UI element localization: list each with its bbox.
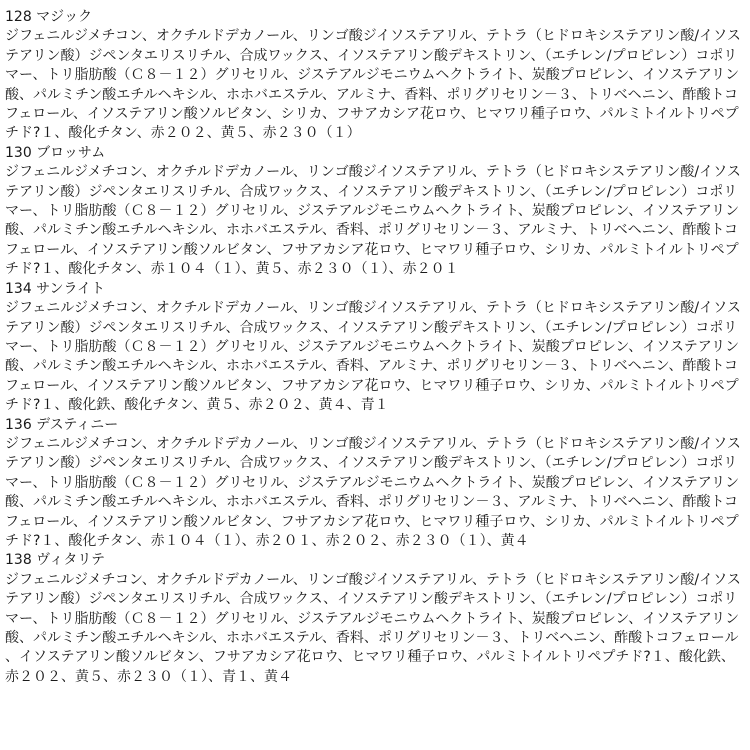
ingredient-list: ジフェニルジメチコン、オクチルドデカノール、リンゴ酸ジイソステアリル、テトラ（ヒドロキシステアリン酸/イソステアリン酸）ジペンタエリスリチル、合成ワックス、イソステアリン酸デキストリン、（エチレン/プロピレン）コポリマー、トリ脂肪酸（Ｃ８－１２）グリセリル、ジステアルジモニウムヘクトライト、炭酸プロピレン、イソステアリン酸、パルミチン酸エチルヘキシル、ホホバエステル、アルミナ、香料、ポリグリセリン－３、トリベヘニン、酢酸トコフェロール、イソステアリン酸ソルビタン、シリカ、フサアカシア花ロウ、ヒマワリ種子ロウ、パルミトイルトリペプチド?１、酸化チタン、赤２０２、黄５、赤２３０（１）: [5, 28, 741, 142]
ingredient-list: ジフェニルジメチコン、オクチルドデカノール、リンゴ酸ジイソステアリル、テトラ（ヒドロキシステアリン酸/イソステアリン酸）ジペンタエリスリチル、合成ワックス、イソステアリン酸デキストリン、（エチレン/プロピレン）コポリマー、トリ脂肪酸（Ｃ８－１２）グリセリル、ジステアルジモニウムヘクトライト、炭酸プロピレン、イソステアリン酸、パルミチン酸エチルヘキシル、ホホバエステル、香料、ポリグリセリン－３、トリベヘニン、酢酸トコフェロール、イソステアリン酸ソルビタン、フサアカシア花ロウ、ヒマワリ種子ロウ、パルミトイルトリペプチド?１、酸化鉄、赤２０２、黄５、赤２３０（１）、青１、黄４: [5, 571, 741, 685]
product-title: 130 ブロッサム: [5, 144, 106, 161]
product-entry-136: [5, 416, 747, 552]
ingredient-list: ジフェニルジメチコン、オクチルドデカノール、リンゴ酸ジイソステアリル、テトラ（ヒドロキシステアリン酸/イソステアリン酸）ジペンタエリスリチル、合成ワックス、イソステアリン酸デキストリン、（エチレン/プロピレン）コポリマー、トリ脂肪酸（Ｃ８－１２）グリセリル、ジステアルジモニウムヘクトライト、炭酸プロピレン、イソステアリン酸、パルミチン酸エチルヘキシル、ホホバエステル、香料、アルミナ、ポリグリセリン－３、トリベヘニン、酢酸トコフェロール、イソステアリン酸ソルビタン、フサアカシア花ロウ、ヒマワリ種子ロウ、シリカ、パルミトイルトリペプチド?１、酸化鉄、酸化チタン、黄５、赤２０２、黄４、青１: [5, 300, 741, 414]
product-entry-130: [5, 144, 747, 280]
product-title: 138 ヴィタリテ: [5, 552, 106, 569]
ingredient-list-document: [5, 8, 747, 687]
ingredient-list: ジフェニルジメチコン、オクチルドデカノール、リンゴ酸ジイソステアリル、テトラ（ヒドロキシステアリン酸/イソステアリン酸）ジペンタエリスリチル、合成ワックス、イソステアリン酸デキストリン、（エチレン/プロピレン）コポリマー、トリ脂肪酸（Ｃ８－１２）グリセリル、ジステアルジモニウムヘクトライト、炭酸プロピレン、イソステアリン酸、パルミチン酸エチルヘキシル、ホホバエステル、香料、ポリグリセリン－３、アルミナ、トリベヘニン、酢酸トコフェロール、イソステアリン酸ソルビタン、フサアカシア花ロウ、ヒマワリ種子ロウ、シリカ、パルミトイルトリペプチド?１、酸化チタン、赤１０４（１）、黄５、赤２３０（１）、赤２０１: [5, 164, 741, 278]
product-entry-138: [5, 551, 747, 687]
product-title: 128 マジック: [5, 9, 93, 25]
product-entry-128: [5, 8, 747, 144]
product-title: 136 デスティニー: [5, 416, 119, 433]
product-entry-134: [5, 280, 747, 416]
product-title: 134 サンライト: [5, 280, 106, 297]
ingredient-list: ジフェニルジメチコン、オクチルドデカノール、リンゴ酸ジイソステアリル、テトラ（ヒドロキシステアリン酸/イソステアリン酸）ジペンタエリスリチル、合成ワックス、イソステアリン酸デキストリン、（エチレン/プロピレン）コポリマー、トリ脂肪酸（Ｃ８－１２）グリセリル、ジステアルジモニウムヘクトライト、炭酸プロピレン、イソステアリン酸、パルミチン酸エチルヘキシル、ホホバエステル、香料、ポリグリセリン－３、アルミナ、トリベヘニン、酢酸トコフェロール、イソステアリン酸ソルビタン、フサアカシア花ロウ、ヒマワリ種子ロウ、シリカ、パルミトイルトリペプチド?１、酸化チタン、赤１０４（１）、赤２０１、赤２０２、赤２３０（１）、黄４: [5, 435, 741, 549]
